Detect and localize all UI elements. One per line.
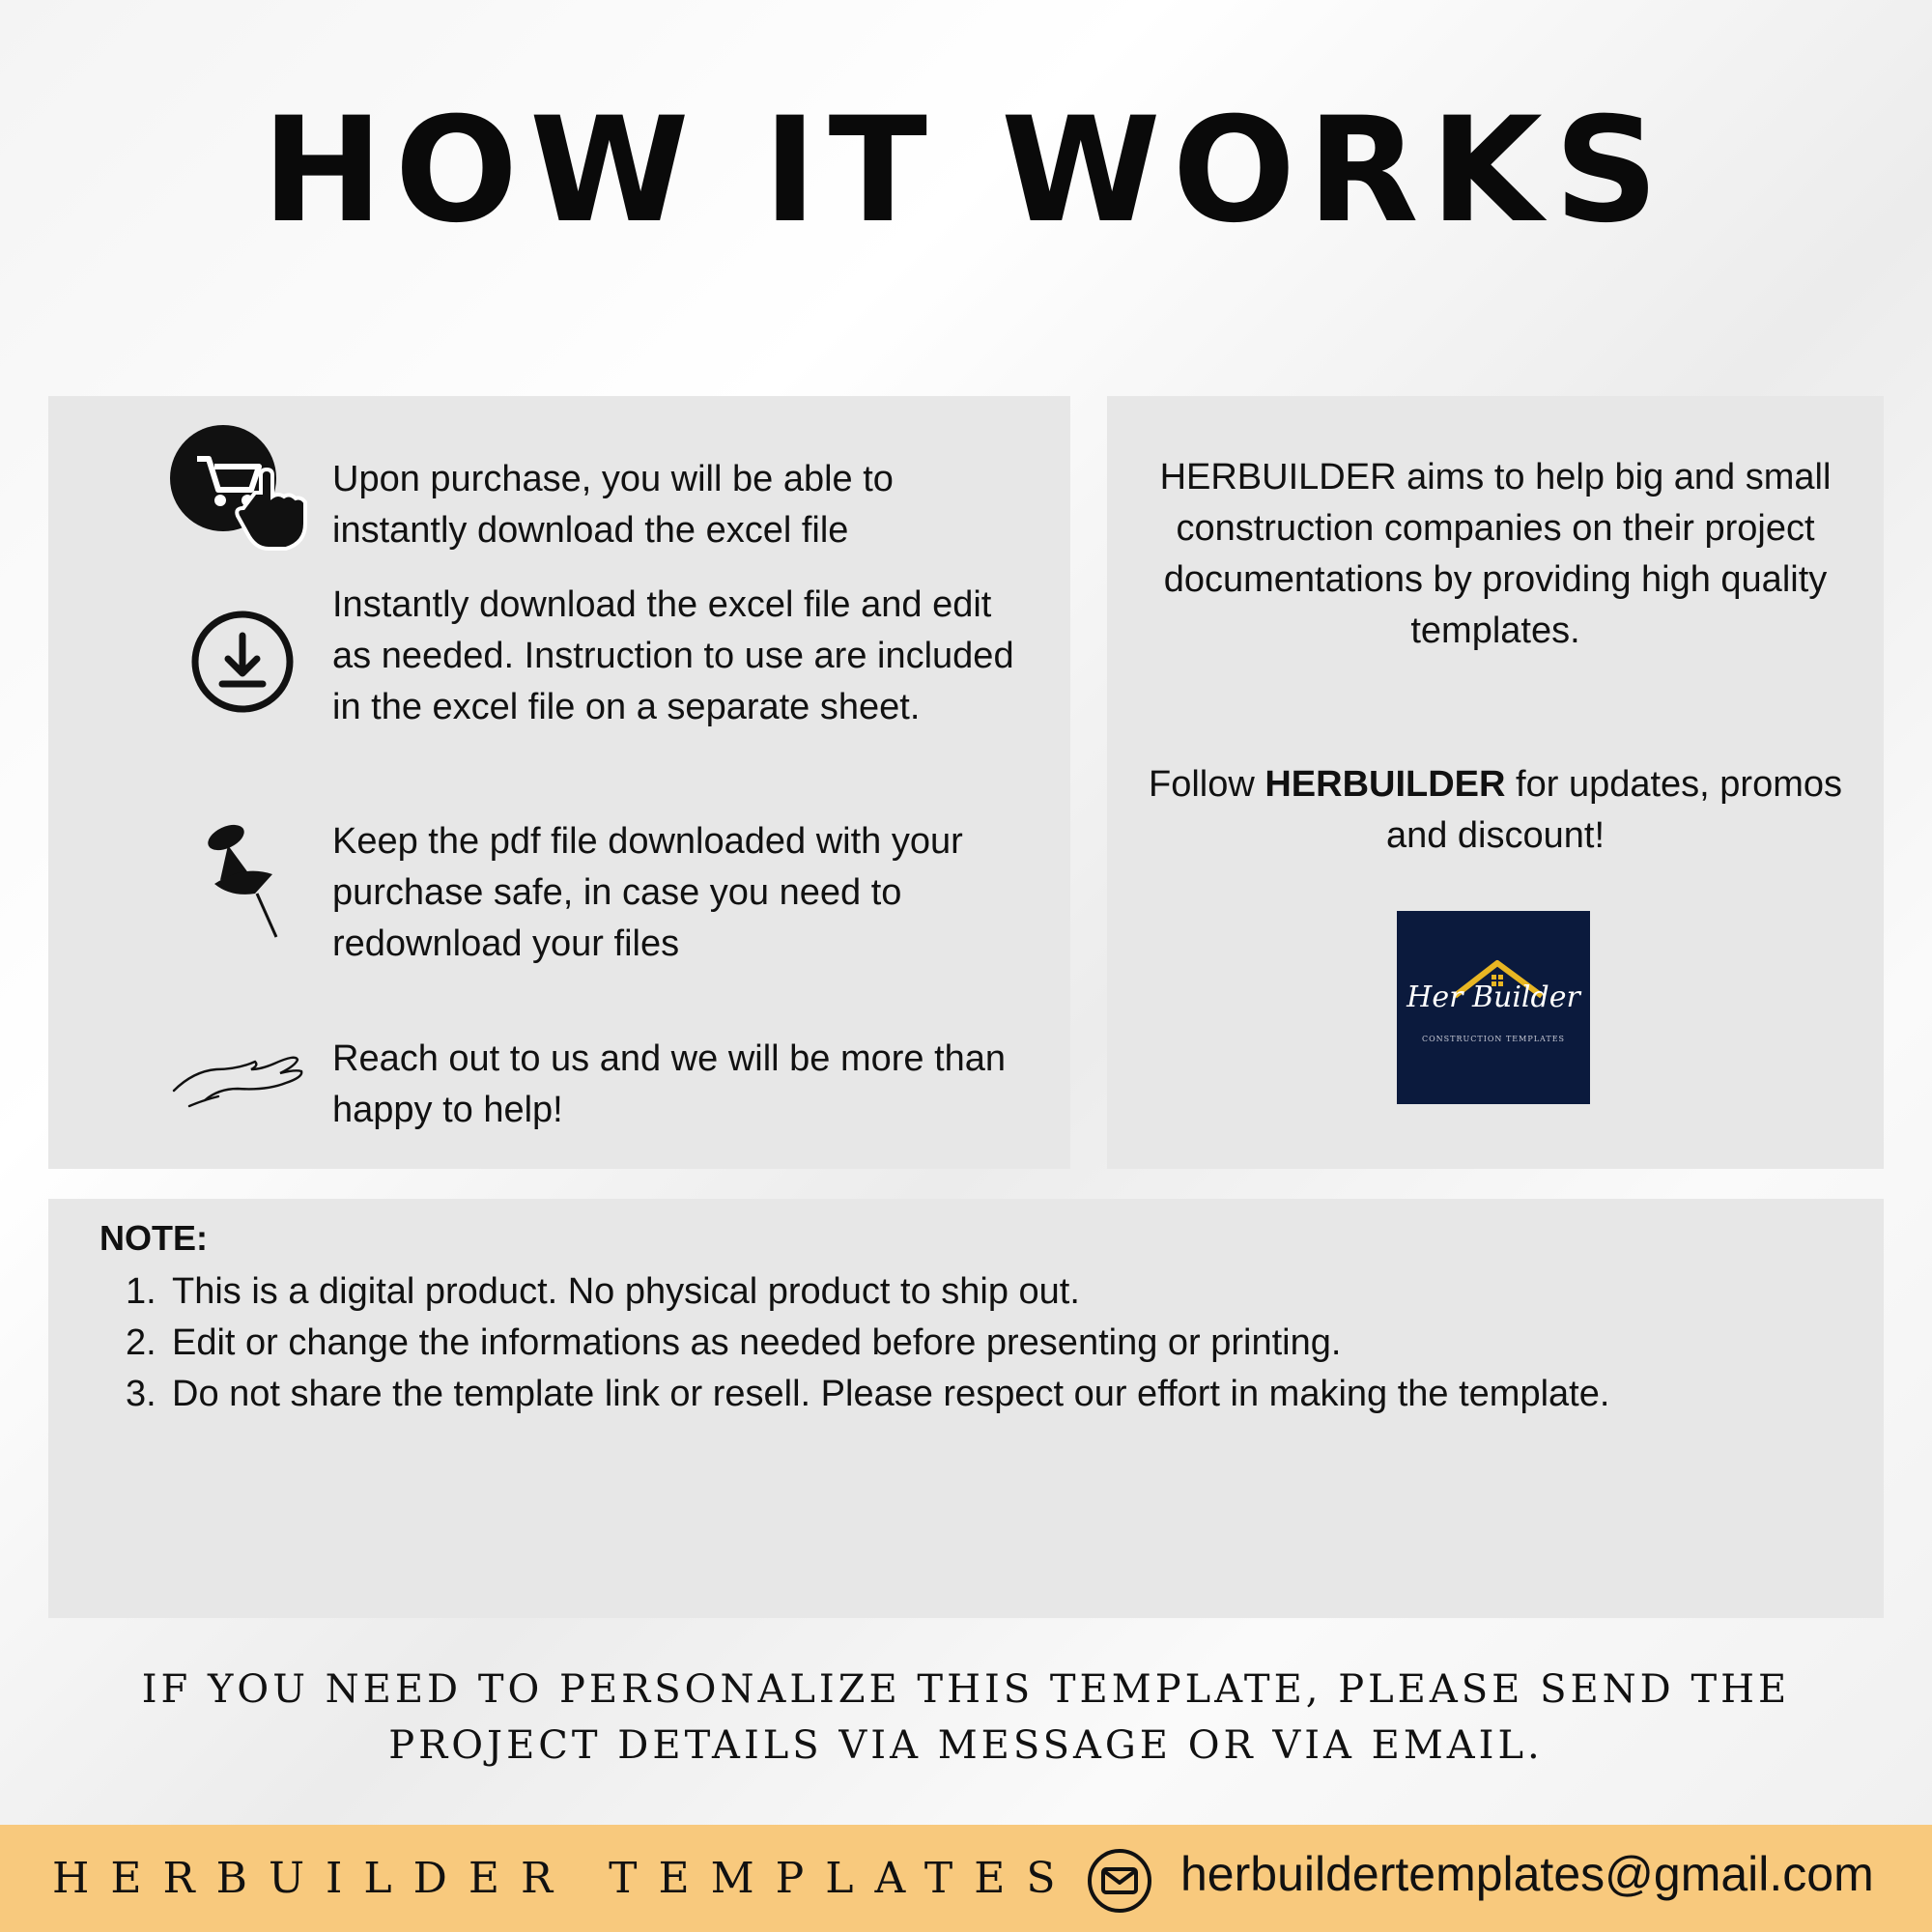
personalize-message: IF YOU NEED TO PERSONALIZE THIS TEMPLATE, PLEASE SEND THE PROJECT DETAILS VIA MESSAGE OR VIA EMAIL.	[141, 1667, 1791, 1768]
note-item-3: 3. Do not share the template link or resell. Please respect our effort in making the template.	[126, 1374, 1610, 1414]
footer-bar	[0, 1825, 1932, 1932]
shopping-cart-click-icon	[170, 435, 315, 551]
page-title: HOW IT WORKS	[262, 87, 1670, 255]
logo-script-text: Her Builder	[1406, 980, 1580, 1014]
note-item-2: 2. Edit or change the informations as needed before presenting or printing.	[126, 1322, 1342, 1363]
note-item-1: 1. This is a digital product. No physical product to ship out.	[126, 1271, 1080, 1312]
note-panel	[48, 1199, 1884, 1618]
step-3-text: Keep the pdf file downloaded with your purchase safe, in case you need to redownload your files	[332, 821, 963, 964]
follow-prefix: Follow	[1148, 764, 1265, 805]
footer-brand: HERBUILDER TEMPLATES	[52, 1854, 1077, 1903]
follow-suffix: for updates, promos and discount!	[1385, 764, 1842, 856]
about-text: HERBUILDER aims to help big and small construction companies on their project documentations by providing high quality templates.	[1159, 457, 1832, 651]
envelope-icon	[1087, 1848, 1152, 1914]
about-panel	[1107, 396, 1884, 1169]
push-pin-icon	[170, 821, 315, 937]
open-hand-icon	[170, 1024, 315, 1140]
download-icon	[170, 604, 315, 720]
steps-panel	[48, 396, 1070, 1169]
step-1-text: Upon purchase, you will be able to instantly download the excel file	[332, 459, 894, 551]
step-2-text: Instantly download the excel file and edit as needed. Instruction to use are included in the excel file on a separate sheet.	[332, 584, 1014, 727]
note-title: NOTE:	[99, 1218, 208, 1258]
follow-brand: HERBUILDER	[1264, 764, 1506, 805]
herbuilder-logo	[1397, 911, 1590, 1104]
logo-subtext: CONSTRUCTION TEMPLATES	[1421, 1035, 1566, 1043]
note-list	[126, 1266, 1864, 1420]
step-4-text: Reach out to us and we will be more than happy to help!	[332, 1038, 1007, 1130]
follow-text	[1146, 759, 1845, 862]
footer-email-link[interactable]: herbuildertemplates@gmail.com	[1180, 1847, 1874, 1901]
